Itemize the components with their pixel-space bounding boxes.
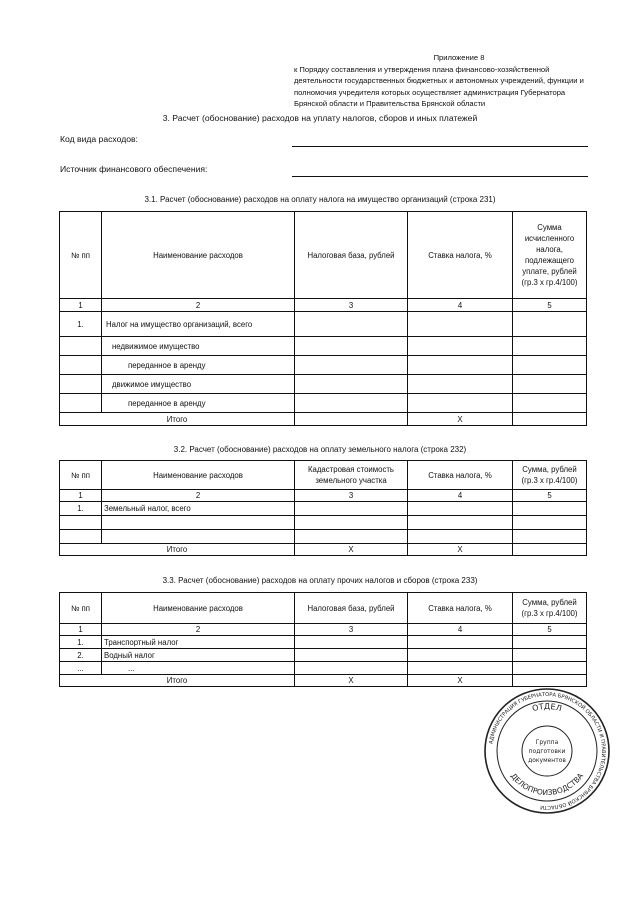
table-row: [60, 337, 587, 356]
cell: [295, 413, 408, 426]
appendix-line: Брянской области и Правительства Брянской области: [294, 99, 486, 109]
table-row: [60, 375, 587, 394]
appendix-line: к Порядку составления и утверждения плана финансово-хозяйственной: [294, 64, 550, 74]
cell: [60, 516, 102, 530]
total-col3: Х: [295, 544, 408, 556]
header-cell: Ставка налога, %: [408, 212, 513, 299]
cell: [408, 312, 513, 337]
total-label: Итого: [60, 675, 295, 687]
col-number: 5: [513, 624, 587, 636]
total-label: Итого: [60, 544, 295, 556]
cell: [513, 413, 587, 426]
cell: [60, 530, 102, 544]
row-name: Налог на имущество организаций, всего: [102, 312, 295, 337]
header-cell: Налоговая база, рублей: [295, 593, 408, 624]
table-row: [60, 356, 587, 375]
cell: [513, 394, 587, 413]
col-number: 4: [408, 624, 513, 636]
cell: [513, 356, 587, 375]
table1-number-row: [60, 299, 587, 312]
row-name: Земельный налог, всего: [102, 502, 295, 516]
header-cell: Ставка налога, %: [408, 593, 513, 624]
cell: [513, 375, 587, 394]
table2-total-row: [60, 544, 587, 556]
cell: [102, 516, 295, 530]
cell: [513, 502, 587, 516]
header-cell: Сумма, рублей (гр.3 х гр.4/100): [513, 593, 587, 624]
section-title: 3. Расчет (обоснование) расходов на уплату налогов, сборов и иных платежей: [162, 113, 478, 123]
cell: [295, 649, 408, 662]
table3-header-row: [60, 593, 587, 624]
table3-number-row: [60, 624, 587, 636]
row-num: [60, 375, 102, 394]
header-cell: № пп: [60, 212, 102, 299]
cell: [408, 502, 513, 516]
table1-total-row: [60, 413, 587, 426]
table2: [59, 460, 587, 556]
table2-number-row: [60, 490, 587, 502]
cell: [513, 337, 587, 356]
col-number: 1: [60, 299, 102, 312]
row-num: [60, 356, 102, 375]
cell: [408, 636, 513, 649]
row-name: переданное в аренду: [102, 394, 295, 413]
cell: [295, 662, 408, 675]
header-cell: Налоговая база, рублей: [295, 212, 408, 299]
row-name: недвижимое имущество: [102, 337, 295, 356]
row-num: [60, 337, 102, 356]
header-cell: Сумма, рублей (гр.3 х гр.4/100): [513, 461, 587, 490]
cell: [513, 649, 587, 662]
cell: [295, 394, 408, 413]
cell: [408, 356, 513, 375]
total-col3: Х: [295, 675, 408, 687]
row-name: ...: [102, 662, 295, 675]
header-cell: Сумма исчисленного налога, подлежащего уплате, рублей (гр.3 х гр.4/100): [513, 212, 587, 299]
row-num: 2.: [60, 649, 102, 662]
appendix-header: [294, 52, 604, 110]
appendix-line: полномочия учредителя которых осуществляет администрация Губернатора: [294, 87, 566, 97]
expense-code-label: Код вида расходов:: [60, 134, 138, 144]
row-num: 1.: [60, 312, 102, 337]
col-number: 1: [60, 624, 102, 636]
cell: [513, 544, 587, 556]
row-num: [60, 394, 102, 413]
col-number: 4: [408, 490, 513, 502]
cell: [102, 530, 295, 544]
cell: [513, 530, 587, 544]
col-number: 2: [102, 299, 295, 312]
cell: [295, 636, 408, 649]
row-name: Транспортный налог: [102, 636, 295, 649]
stamp-arc-top: ОТДЕЛ: [531, 701, 563, 714]
header-cell: Ставка налога, %: [408, 461, 513, 490]
table-row: [60, 312, 587, 337]
row-name: переданное в аренду: [102, 356, 295, 375]
col-number: 5: [513, 490, 587, 502]
table-row: [60, 530, 587, 544]
table1-header-row: [60, 212, 587, 299]
col-number: 4: [408, 299, 513, 312]
table-row: [60, 662, 587, 675]
table-row: [60, 502, 587, 516]
cell: [408, 662, 513, 675]
total-label: Итого: [60, 413, 295, 426]
cell: [295, 530, 408, 544]
total-col4: Х: [408, 544, 513, 556]
table-row: [60, 636, 587, 649]
col-number: 5: [513, 299, 587, 312]
stamp-center-line: документов: [528, 757, 566, 764]
col-number: 2: [102, 624, 295, 636]
row-name: движимое имущество: [102, 375, 295, 394]
header-cell: Наименование расходов: [102, 212, 295, 299]
table-row: [60, 649, 587, 662]
row-num: ...: [60, 662, 102, 675]
cell: [295, 337, 408, 356]
table3-total-row: [60, 675, 587, 687]
table2-header-row: [60, 461, 587, 490]
table1-title: 3.1. Расчет (обоснование) расходов на оплату налога на имущество организаций (строка 231): [144, 195, 496, 204]
row-num: 1.: [60, 502, 102, 516]
funding-source-label: Источник финансового обеспечения:: [60, 164, 208, 174]
table1: [59, 211, 587, 426]
stamp-arc-bottom: ДЕЛОПРОИЗВОДСТВА: [508, 771, 586, 798]
cell: [513, 662, 587, 675]
header-cell: Наименование расходов: [102, 593, 295, 624]
col-number: 3: [295, 624, 408, 636]
cell: [295, 502, 408, 516]
expense-code-line: [292, 146, 588, 147]
row-num: 1.: [60, 636, 102, 649]
office-stamp: [482, 686, 612, 816]
col-number: 3: [295, 490, 408, 502]
cell: [295, 375, 408, 394]
funding-source-line: [292, 176, 588, 177]
cell: [408, 337, 513, 356]
header-cell: № пп: [60, 593, 102, 624]
col-number: 2: [102, 490, 295, 502]
appendix-title: Приложение 8: [433, 53, 485, 62]
appendix-line: деятельности государственных бюджетных и автономных учреждений, функции и: [294, 76, 584, 86]
cell: [295, 516, 408, 530]
cell: [295, 312, 408, 337]
col-number: 3: [295, 299, 408, 312]
total-col4: Х: [408, 413, 513, 426]
header-cell: № пп: [60, 461, 102, 490]
stamp-outer-text: АДМИНИСТРАЦИЯ ГУБЕРНАТОРА БРЯНСКОЙ ОБЛАСТИ И ПРАВИТЕЛЬСТВА БРЯНСКОЙ ОБЛАСТИ: [488, 691, 607, 811]
table3-title: 3.3. Расчет (обоснование) расходов на оплату прочих налогов и сборов (строка 233): [162, 576, 478, 585]
cell: [408, 394, 513, 413]
total-col4: Х: [408, 675, 513, 687]
cell: [408, 516, 513, 530]
table-row: [60, 394, 587, 413]
header-cell: Наименование расходов: [102, 461, 295, 490]
row-name: Водный налог: [102, 649, 295, 662]
stamp-center-line: Группа: [535, 739, 559, 746]
cell: [513, 516, 587, 530]
cell: [408, 375, 513, 394]
header-cell: Кадастровая стоимость земельного участка: [295, 461, 408, 490]
cell: [513, 636, 587, 649]
stamp-center-line: подготовки: [528, 748, 566, 755]
cell: [408, 530, 513, 544]
cell: [513, 312, 587, 337]
cell: [513, 675, 587, 687]
table-row: [60, 516, 587, 530]
cell: [295, 356, 408, 375]
cell: [408, 649, 513, 662]
col-number: 1: [60, 490, 102, 502]
table3: [59, 592, 587, 687]
table2-title: 3.2. Расчет (обоснование) расходов на оплату земельного налога (строка 232): [173, 445, 467, 454]
